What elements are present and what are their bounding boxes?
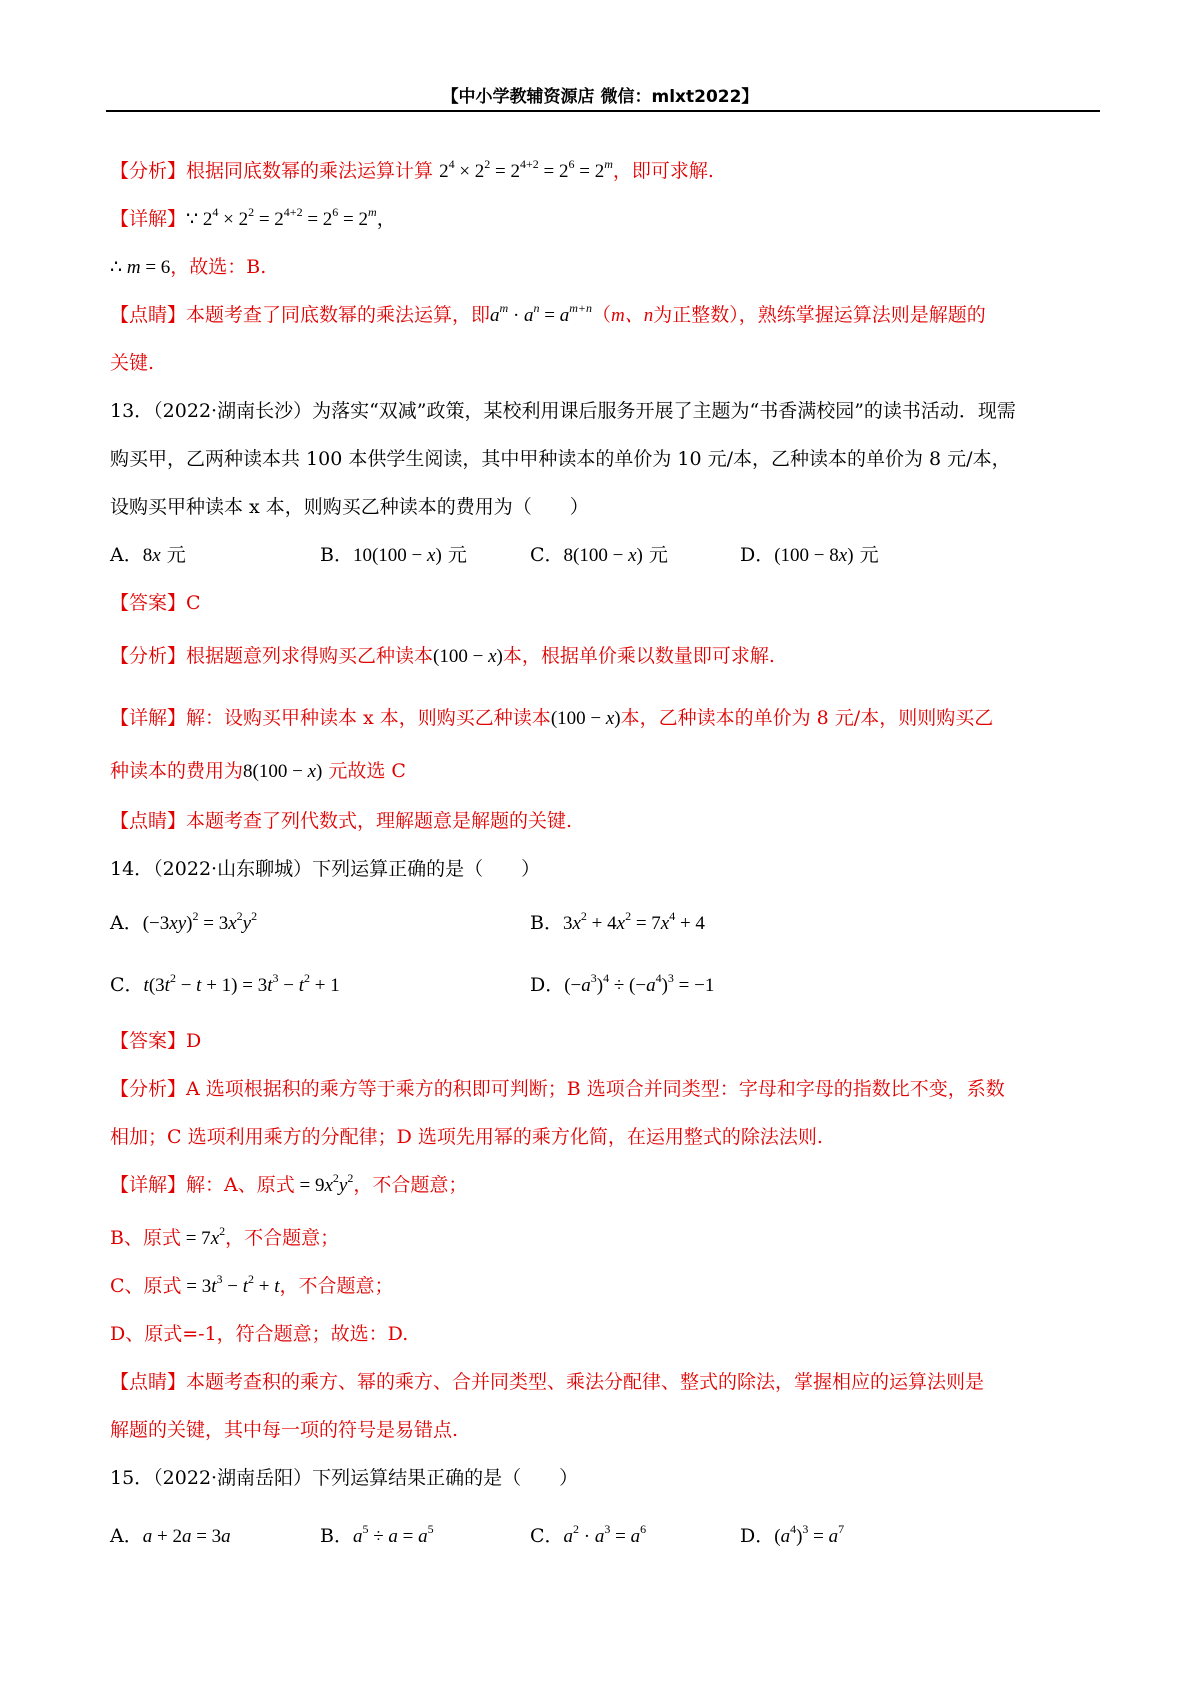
q15-option-b: B．$a^5 \div a = a^5$ <box>320 1522 434 1547</box>
option-unit: 元 <box>166 544 186 566</box>
question-13-line-1: 13．（2022·湖南长沙）为落实“双减”政策，某校利用课后服务开展了主题为“书香满校园”的读书活动．现需 <box>110 400 1016 422</box>
comment-vars: m、n <box>611 305 654 326</box>
q13-option-b: B．10(100 − x) 元 <box>320 544 467 566</box>
detail-text: C、原式 <box>110 1275 182 1297</box>
q14-option-a: A．$(-3xy)^2 = 3x^2y^2$ <box>110 909 258 934</box>
answer-13 <box>110 588 201 615</box>
detail-14-d: D、原式=-1，符合题意；故选：D. <box>110 1323 409 1345</box>
q15-option-a: A．a + 2a = 3a <box>110 1525 231 1547</box>
detail-label: 【详解】 <box>110 707 187 729</box>
answer-14 <box>110 1026 201 1053</box>
analysis-tail: ，即可求解. <box>612 160 714 182</box>
detail-text: 解：A、原式 <box>186 1174 295 1196</box>
q15-option-c: C．$a^2 \cdot a^3 = a^6$ <box>530 1522 647 1547</box>
q13-option-d: D．(100 − 8x) 元 <box>740 544 879 566</box>
analysis-14 <box>110 1074 1005 1101</box>
detail-text: B、原式 <box>110 1227 181 1249</box>
detail-label: 【详解】 <box>110 1174 187 1196</box>
detail-14-b: B、原式 = $7x^2$，不合题意； <box>110 1224 340 1249</box>
conclusion-line-12 <box>110 252 266 279</box>
question-13-line-3: 设购买甲种读本 x 本，则购买乙种读本的费用为（ ） <box>110 496 589 518</box>
option-letter: D． <box>740 544 775 566</box>
analysis-14-cont: 相加；C 选项利用乘方的分配律；D 选项先用幂的乘方化简，在运用整式的除法法则. <box>110 1126 823 1148</box>
option-letter: D． <box>740 1525 775 1547</box>
detail-13: 【详解】解：设购买甲种读本 x 本，则购买乙种读本(100 − x)本，乙种读本的单价为 8 元/本，则则购买乙 <box>110 707 994 729</box>
header-rule <box>106 110 1100 112</box>
formula-therefore: ∴ m = 6 <box>110 257 171 278</box>
paren-open: （ <box>592 304 612 326</box>
q13-option-c: C．8(100 − x) 元 <box>530 544 668 566</box>
detail-text: 种读本的费用为 <box>110 760 244 782</box>
comment-line-12-cont: 关键. <box>110 352 155 374</box>
detail-label: 【详解】 <box>110 208 187 230</box>
answer-value: D <box>186 1030 202 1052</box>
detail-text: 解：设购买甲种读本 x 本，则购买乙种读本 <box>186 707 551 729</box>
option-letter: B． <box>320 544 353 566</box>
option-letter: C． <box>110 974 144 996</box>
comment-14-cont: 解题的关键，其中每一项的符号是易错点. <box>110 1419 459 1441</box>
option-letter: A． <box>110 544 143 566</box>
answer-label: 【答案】 <box>110 592 187 614</box>
comment-label: 【点睛】 <box>110 1371 187 1393</box>
option-unit: 元 <box>447 544 467 566</box>
q14-option-b: B．$3x^2 + 4x^2 = 7x^4 + 4$ <box>530 909 705 934</box>
formula-power-product: $2^4 \times 2^2 = 2^{4+2} = 2^6 = 2^m$ <box>439 157 613 182</box>
detail-tail: 本，乙种读本的单价为 8 元/本，则则购买乙 <box>620 707 994 729</box>
answer-label: 【答案】 <box>110 1030 187 1052</box>
detail-14-a: 【详解】解：A、原式 = $9x^2y^2$，不合题意； <box>110 1171 468 1196</box>
option-letter: A． <box>110 912 143 934</box>
analysis-text: A 选项根据积的乘方等于乘方的积即可判断；B 选项合并同类型：字母和字母的指数比不变，系数 <box>186 1078 1005 1100</box>
q13-option-a: A．8x 元 <box>110 544 186 566</box>
comment-text: 本题考查了列代数式，理解题意是解题的关键. <box>186 810 573 832</box>
detail-14-c: C、原式 = $3t^3 - t^2 + t$，不合题意； <box>110 1272 394 1297</box>
comment-line-12 <box>110 300 986 327</box>
option-letter: C． <box>530 1525 564 1547</box>
detail-tail: ，不合题意； <box>225 1227 340 1249</box>
question-13-line-2: 购买甲，乙两种读本共 100 本供学生阅读，其中甲种读本的单价为 10 元/本，乙种读本的单价为 8 元/本， <box>110 448 1011 470</box>
comment-text: 本题考查积的乘方、幂的乘方、合并同类型、乘法分配律、整式的除法，掌握相应的运算法则是 <box>186 1371 985 1393</box>
conclusion-tail: ，故选：B. <box>170 256 267 278</box>
option-letter: A． <box>110 1525 143 1547</box>
formula-rule: $a^m \cdot a^n = a^{m+n}$ <box>490 301 593 326</box>
option-unit: 元 <box>648 544 668 566</box>
detail-13-cont: 种读本的费用为8(100 − x) 元故选 C <box>110 760 406 782</box>
analysis-text: 根据题意列求得购买乙种读本 <box>186 645 434 667</box>
analysis-line-12 <box>110 156 714 183</box>
detail-tail: 元故选 C <box>328 760 406 782</box>
option-unit: 元 <box>859 544 879 566</box>
analysis-label: 【分析】 <box>110 160 187 182</box>
option-letter: B． <box>530 912 563 934</box>
comment-label: 【点睛】 <box>110 304 187 326</box>
comment-tail: 为正整数），熟练掌握运算法则是解题的 <box>653 304 986 326</box>
analysis-text: 根据同底数幂的乘法运算计算 <box>186 160 434 182</box>
q15-option-d: D．$(a^4)^3 = a^7$ <box>740 1522 845 1547</box>
option-letter: D． <box>530 974 565 996</box>
comment-13 <box>110 806 572 833</box>
detail-tail: ，不合题意； <box>353 1174 468 1196</box>
question-14: 14．（2022·山东聊城）下列运算正确的是（ ） <box>110 858 541 880</box>
analysis-13: 【分析】根据题意列求得购买乙种读本(100 − x)本，根据单价乘以数量即可求解. <box>110 645 775 667</box>
question-15: 15．（2022·湖南岳阳）下列运算结果正确的是（ ） <box>110 1467 579 1489</box>
comment-text: 本题考查了同底数幂的乘法运算，即 <box>186 304 491 326</box>
detail-line-12: 【详解】∵ $2^4 \times 2^2 = 2^{4+2} = 2^6 = 2^m$， <box>110 205 396 230</box>
analysis-tail: 本，根据单价乘以数量即可求解. <box>502 645 775 667</box>
detail-tail: ，不合题意； <box>279 1275 394 1297</box>
answer-value: C <box>186 592 201 614</box>
option-letter: C． <box>530 544 564 566</box>
q14-option-d: D．$(-a^3)^4 \div (-a^4)^3 = -1$ <box>530 971 715 996</box>
formula-because: ∵ $2^4 \times 2^2 = 2^{4+2} = 2^6 = 2^m$ <box>186 205 377 230</box>
analysis-label: 【分析】 <box>110 645 187 667</box>
comment-label: 【点睛】 <box>110 810 187 832</box>
option-letter: B． <box>320 1525 353 1547</box>
page-header: 【中小学教辅资源店 微信：mlxt2022】 <box>441 87 759 107</box>
analysis-label: 【分析】 <box>110 1078 187 1100</box>
q14-option-c: C．$t(3t^2 - t + 1) = 3t^3 - t^2 + 1$ <box>110 971 340 996</box>
comment-14 <box>110 1367 984 1394</box>
